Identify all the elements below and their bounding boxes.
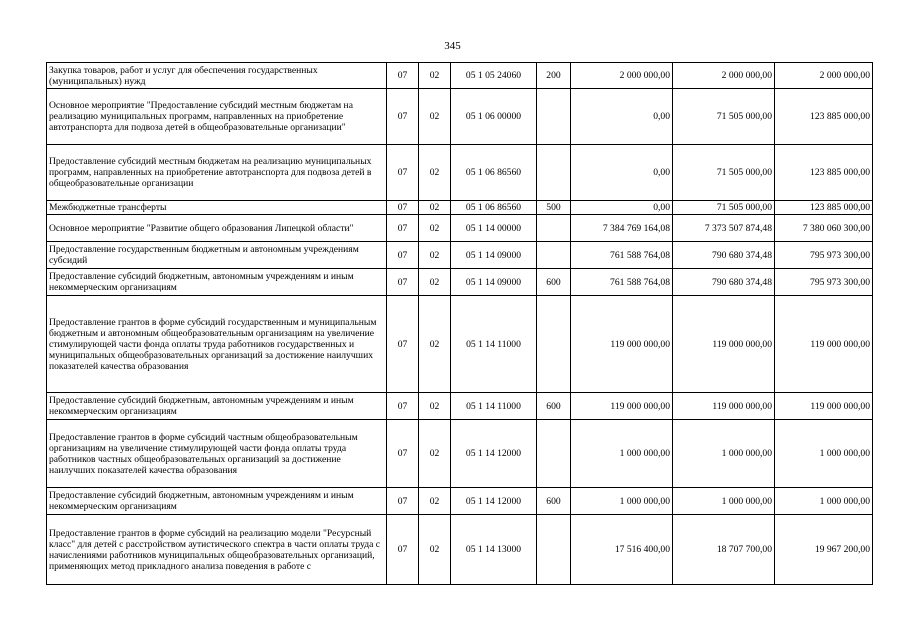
razdel-code: 07 (387, 215, 419, 242)
podrazdel-code: 02 (419, 393, 451, 420)
table-row (47, 515, 873, 585)
expense-type-code (537, 89, 571, 145)
row-name: Предоставление грантов в форме субсидий государственным и муниципальным бюджетным и автономным общеобразовательным организациям на увеличение стимулирующей части фонда оплаты труда работников государственных и муниципальных общеобразовательных организаций за достижение наилучших показателей качества образования (47, 296, 387, 393)
amount-year-2: 71 505 000,00 (673, 145, 775, 201)
amount-year-3: 19 967 200,00 (775, 515, 873, 585)
target-article-code: 05 1 06 00000 (451, 89, 537, 145)
target-article-code: 05 1 06 86560 (451, 145, 537, 201)
table-row (47, 201, 873, 215)
podrazdel-code: 02 (419, 89, 451, 145)
target-article-code: 05 1 06 86560 (451, 201, 537, 215)
table-row (47, 420, 873, 488)
expense-type-code: 600 (537, 488, 571, 515)
table-row (47, 145, 873, 201)
amount-year-3: 1 000 000,00 (775, 420, 873, 488)
amount-year-2: 1 000 000,00 (673, 420, 775, 488)
table-row (47, 215, 873, 242)
expense-type-code: 600 (537, 269, 571, 296)
razdel-code: 07 (387, 63, 419, 89)
target-article-code: 05 1 14 13000 (451, 515, 537, 585)
amount-year-2: 119 000 000,00 (673, 296, 775, 393)
amount-year-3: 119 000 000,00 (775, 393, 873, 420)
target-article-code: 05 1 14 11000 (451, 296, 537, 393)
table-row (47, 89, 873, 145)
expense-type-code (537, 420, 571, 488)
amount-year-2: 71 505 000,00 (673, 201, 775, 215)
expense-type-code: 500 (537, 201, 571, 215)
row-name: Основное мероприятие "Предоставление субсидий местным бюджетам на реализацию муниципальных программ, направленных на приобретение автотранспорта для подвоза детей в общеобразовательные организации" (47, 89, 387, 145)
expense-type-code (537, 215, 571, 242)
amount-year-2: 18 707 700,00 (673, 515, 775, 585)
amount-year-1: 0,00 (571, 145, 673, 201)
podrazdel-code: 02 (419, 296, 451, 393)
amount-year-2: 1 000 000,00 (673, 488, 775, 515)
row-name: Предоставление грантов в форме субсидий на реализацию модели "Ресурсный класс" для детей с расстройством аутистического спектра в части оплаты труда с начислениями работников муниципальных общеобразовательных организаций, применяющих метод прикладного анализа поведения в работе с (47, 515, 387, 585)
amount-year-3: 1 000 000,00 (775, 488, 873, 515)
podrazdel-code: 02 (419, 145, 451, 201)
row-name: Предоставление субсидий бюджетным, автономным учреждениям и иным некоммерческим организациям (47, 269, 387, 296)
expense-type-code (537, 296, 571, 393)
target-article-code: 05 1 14 12000 (451, 420, 537, 488)
table-row (47, 393, 873, 420)
amount-year-1: 761 588 764,08 (571, 269, 673, 296)
table-row (47, 242, 873, 269)
razdel-code: 07 (387, 242, 419, 269)
amount-year-2: 7 373 507 874,48 (673, 215, 775, 242)
podrazdel-code: 02 (419, 515, 451, 585)
table-row (47, 296, 873, 393)
table-row (47, 63, 873, 89)
amount-year-3: 123 885 000,00 (775, 145, 873, 201)
amount-year-2: 2 000 000,00 (673, 63, 775, 89)
amount-year-2: 119 000 000,00 (673, 393, 775, 420)
target-article-code: 05 1 05 24060 (451, 63, 537, 89)
amount-year-1: 0,00 (571, 201, 673, 215)
podrazdel-code: 02 (419, 242, 451, 269)
amount-year-1: 17 516 400,00 (571, 515, 673, 585)
amount-year-3: 123 885 000,00 (775, 89, 873, 145)
podrazdel-code: 02 (419, 201, 451, 215)
expense-type-code (537, 242, 571, 269)
amount-year-3: 795 973 300,00 (775, 242, 873, 269)
amount-year-1: 7 384 769 164,08 (571, 215, 673, 242)
amount-year-3: 119 000 000,00 (775, 296, 873, 393)
amount-year-3: 795 973 300,00 (775, 269, 873, 296)
row-name: Основное мероприятие "Развитие общего образования Липецкой области" (47, 215, 387, 242)
razdel-code: 07 (387, 515, 419, 585)
razdel-code: 07 (387, 89, 419, 145)
podrazdel-code: 02 (419, 420, 451, 488)
razdel-code: 07 (387, 488, 419, 515)
amount-year-1: 0,00 (571, 89, 673, 145)
amount-year-2: 790 680 374,48 (673, 269, 775, 296)
row-name: Предоставление грантов в форме субсидий частным общеобразовательным организациям на увеличение стимулирующей части фонда оплаты труда работников частных общеобразовательных организаций за достижение наилучших показателей качества образования (47, 420, 387, 488)
row-name: Предоставление субсидий бюджетным, автономным учреждениям и иным некоммерческим организациям (47, 488, 387, 515)
amount-year-1: 2 000 000,00 (571, 63, 673, 89)
row-name: Предоставление субсидий бюджетным, автономным учреждениям и иным некоммерческим организациям (47, 393, 387, 420)
podrazdel-code: 02 (419, 488, 451, 515)
amount-year-3: 7 380 060 300,00 (775, 215, 873, 242)
razdel-code: 07 (387, 201, 419, 215)
podrazdel-code: 02 (419, 269, 451, 296)
amount-year-2: 71 505 000,00 (673, 89, 775, 145)
target-article-code: 05 1 14 00000 (451, 215, 537, 242)
amount-year-1: 761 588 764,08 (571, 242, 673, 269)
target-article-code: 05 1 14 09000 (451, 242, 537, 269)
table-row (47, 488, 873, 515)
expense-type-code: 600 (537, 393, 571, 420)
table-row (47, 269, 873, 296)
razdel-code: 07 (387, 393, 419, 420)
podrazdel-code: 02 (419, 215, 451, 242)
razdel-code: 07 (387, 145, 419, 201)
razdel-code: 07 (387, 269, 419, 296)
row-name: Закупка товаров, работ и услуг для обеспечения государственных (муниципальных) нужд (47, 63, 387, 89)
podrazdel-code: 02 (419, 63, 451, 89)
razdel-code: 07 (387, 420, 419, 488)
page-number: 345 (444, 40, 461, 52)
target-article-code: 05 1 14 09000 (451, 269, 537, 296)
row-name: Предоставление субсидий местным бюджетам на реализацию муниципальных программ, направленных на приобретение автотранспорта для подвоза детей в общеобразовательные организации (47, 145, 387, 201)
amount-year-3: 123 885 000,00 (775, 201, 873, 215)
amount-year-1: 1 000 000,00 (571, 488, 673, 515)
expense-type-code (537, 515, 571, 585)
amount-year-2: 790 680 374,48 (673, 242, 775, 269)
target-article-code: 05 1 14 11000 (451, 393, 537, 420)
amount-year-3: 2 000 000,00 (775, 63, 873, 89)
budget-table (46, 62, 873, 585)
amount-year-1: 119 000 000,00 (571, 393, 673, 420)
amount-year-1: 119 000 000,00 (571, 296, 673, 393)
row-name: Межбюджетные трансферты (47, 201, 387, 215)
expense-type-code (537, 145, 571, 201)
target-article-code: 05 1 14 12000 (451, 488, 537, 515)
row-name: Предоставление государственным бюджетным и автономным учреждениям субсидий (47, 242, 387, 269)
expense-type-code: 200 (537, 63, 571, 89)
amount-year-1: 1 000 000,00 (571, 420, 673, 488)
razdel-code: 07 (387, 296, 419, 393)
